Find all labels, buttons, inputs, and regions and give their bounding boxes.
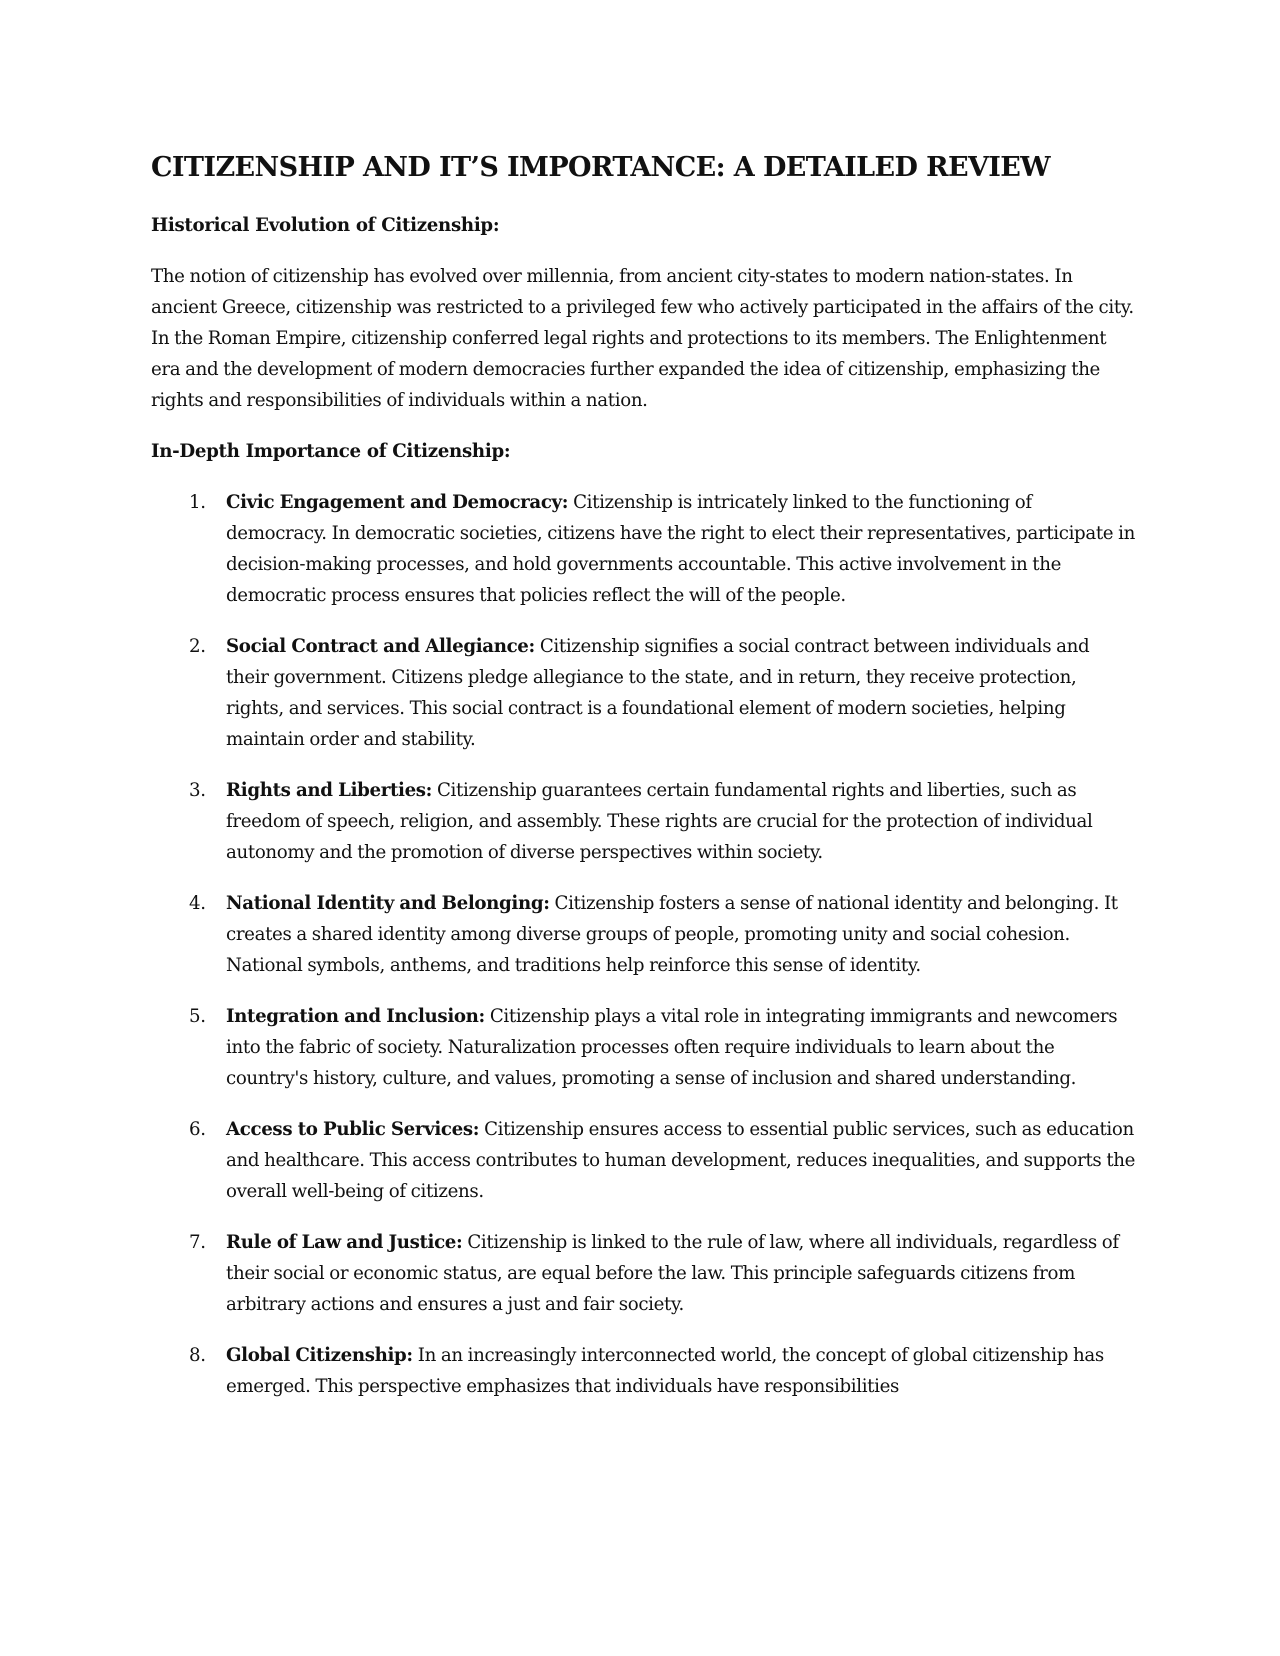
list-item-term: Rule of Law and Justice: bbox=[226, 1232, 463, 1253]
list-item-text: Citizenship is intricately linked to the functioning of democracy. In democratic societies, citizens have the right to elect their representatives, participate in decision-making processes, and hold governments accountable. This active involvement in the democratic process ensures that policies reflect the will of the people. bbox=[226, 492, 1135, 606]
list-item-global-citizenship bbox=[151, 1340, 1136, 1402]
list-item-public-services bbox=[151, 1114, 1136, 1207]
list-item-text: In an increasingly interconnected world, the concept of global citizenship has emerged. This perspective emphasizes that individuals have responsibilities bbox=[226, 1345, 1104, 1397]
list-item-rights-liberties bbox=[151, 775, 1136, 868]
list-item-number: 5. bbox=[189, 1006, 206, 1027]
list-item-civic-engagement bbox=[151, 487, 1136, 611]
list-item-number: 4. bbox=[189, 893, 206, 914]
list-item-term: National Identity and Belonging: bbox=[226, 893, 550, 914]
list-item-number: 8. bbox=[189, 1345, 206, 1366]
list-item-text: Citizenship plays a vital role in integrating immigrants and newcomers into the fabric of society. Naturalization processes often require individuals to learn about the country's history, culture, and values, promoting a sense of inclusion and shared understanding. bbox=[226, 1006, 1118, 1089]
list-item-term: Rights and Liberties: bbox=[226, 780, 433, 801]
list-item-social-contract bbox=[151, 631, 1136, 755]
document-title: CITIZENSHIP AND IT’S IMPORTANCE: A DETAILED REVIEW bbox=[151, 152, 1051, 183]
list-item-number: 6. bbox=[189, 1119, 206, 1140]
list-item-national-identity bbox=[151, 888, 1136, 981]
list-item-term: Civic Engagement and Democracy: bbox=[226, 492, 569, 513]
section-heading-importance: In-Depth Importance of Citizenship: bbox=[151, 441, 511, 462]
list-item-text: Citizenship ensures access to essential public services, such as education and healthcare. This access contributes to human development, reduces inequalities, and supports the overall well-being of citizens. bbox=[226, 1119, 1136, 1202]
list-item-number: 2. bbox=[189, 636, 206, 657]
list-item-text: Citizenship fosters a sense of national identity and belonging. It creates a shared identity among diverse groups of people, promoting unity and social cohesion. National symbols, anthems, and traditions help reinforce this sense of identity. bbox=[226, 893, 1118, 976]
list-item-text: Citizenship guarantees certain fundamental rights and liberties, such as freedom of speech, religion, and assembly. These rights are crucial for the protection of individual autonomy and the promotion of diverse perspectives within society. bbox=[226, 780, 1093, 863]
importance-list bbox=[151, 487, 1136, 1402]
list-item-term: Social Contract and Allegiance: bbox=[226, 636, 535, 657]
list-item-term: Integration and Inclusion: bbox=[226, 1006, 485, 1027]
list-item-text: Citizenship signifies a social contract between individuals and their government. Citizens pledge allegiance to the state, and in return, they receive protection, rights, and services. This social contract is a foundational element of modern societies, helping maintain order and stability. bbox=[226, 636, 1090, 750]
list-item-number: 3. bbox=[189, 780, 206, 801]
list-item-text: Citizenship is linked to the rule of law, where all individuals, regardless of their social or economic status, are equal before the law. This principle safeguards citizens from arbitrary actions and ensures a just and fair society. bbox=[226, 1232, 1119, 1315]
list-item-term: Global Citizenship: bbox=[226, 1345, 413, 1366]
list-item-number: 7. bbox=[189, 1232, 206, 1253]
list-item-rule-of-law bbox=[151, 1227, 1136, 1320]
history-paragraph: The notion of citizenship has evolved over millennia, from ancient city-states to modern nation-states. In ancient Greece, citizenship was restricted to a privileged few who actively participated in the affairs of the city. In the Roman Empire, citizenship conferred legal rights and protections to its members. The Enlightenment era and the development of modern democracies further expanded the idea of citizenship, emphasizing the rights and responsibilities of individuals within a nation. bbox=[151, 266, 1134, 411]
document-page bbox=[151, 148, 1136, 1422]
list-item-number: 1. bbox=[189, 492, 206, 513]
list-item-integration-inclusion bbox=[151, 1001, 1136, 1094]
list-item-term: Access to Public Services: bbox=[226, 1119, 480, 1140]
section-heading-history: Historical Evolution of Citizenship: bbox=[151, 215, 500, 236]
